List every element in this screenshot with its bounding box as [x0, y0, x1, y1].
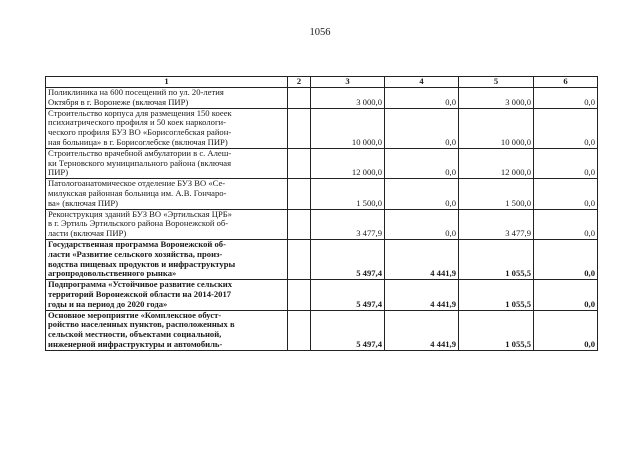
row-col-6-cell: 0,0	[534, 280, 598, 310]
table-row	[46, 179, 598, 209]
row-col-2-cell	[288, 88, 311, 109]
row-col-6-cell: 0,0	[534, 88, 598, 109]
row-col-6-cell: 0,0	[534, 209, 598, 239]
row-name-cell: Основное мероприятие «Комплексное обуст- ройство населенных пунктов, расположенных в сельской местности, объектами социальной, инженерной инфраструктуры и автомобиль-	[46, 310, 288, 350]
table-row	[46, 88, 598, 109]
row-col-4-cell: 0,0	[385, 209, 459, 239]
row-col-3-cell: 12 000,0	[311, 148, 385, 178]
row-col-6-cell: 0,0	[534, 310, 598, 350]
table-body	[46, 88, 598, 351]
page-number: 1056	[309, 27, 331, 38]
row-col-2-cell	[288, 310, 311, 350]
row-name-cell: Патологоанатомическое отделение БУЗ ВО «Се- милукская районная больница им. А.В. Гончаро- ва» (включая ПИР)	[46, 179, 288, 209]
row-col-2-cell	[288, 209, 311, 239]
row-name-cell: Поликлиника на 600 посещений по ул. 20-летия Октября в г. Воронеже (включая ПИР)	[46, 88, 288, 109]
header-row	[46, 77, 598, 88]
row-name-cell: Государственная программа Воронежской об- ласти «Развитие сельского хозяйства, произ- водства пищевых продуктов и инфраструктуры агропродовольственного рынка»	[46, 239, 288, 279]
header-col-5: 5	[459, 77, 534, 88]
row-col-4-cell: 4 441,9	[385, 310, 459, 350]
row-col-6-cell: 0,0	[534, 108, 598, 148]
header-col-4: 4	[385, 77, 459, 88]
row-col-5-cell: 12 000,0	[459, 148, 534, 178]
row-col-2-cell	[288, 179, 311, 209]
row-name-cell: Подпрограмма «Устойчивое развитие сельских территорий Воронежской области на 2014-2017 годы и на период до 2020 года»	[46, 280, 288, 310]
row-col-2-cell	[288, 108, 311, 148]
row-col-3-cell: 5 497,4	[311, 310, 385, 350]
row-col-4-cell: 0,0	[385, 148, 459, 178]
table-row	[46, 280, 598, 310]
row-col-5-cell: 10 000,0	[459, 108, 534, 148]
row-col-4-cell: 0,0	[385, 108, 459, 148]
row-col-2-cell	[288, 280, 311, 310]
table-row	[46, 310, 598, 350]
row-col-2-cell	[288, 239, 311, 279]
header-col-2: 2	[288, 77, 311, 88]
row-col-4-cell: 0,0	[385, 179, 459, 209]
row-col-5-cell: 1 055,5	[459, 310, 534, 350]
row-col-4-cell: 0,0	[385, 88, 459, 109]
row-col-6-cell: 0,0	[534, 179, 598, 209]
row-col-5-cell: 1 055,5	[459, 239, 534, 279]
table-row	[46, 209, 598, 239]
header-col-6: 6	[534, 77, 598, 88]
row-col-3-cell: 5 497,4	[311, 280, 385, 310]
budget-table	[45, 76, 598, 351]
row-col-5-cell: 3 000,0	[459, 88, 534, 109]
row-col-4-cell: 4 441,9	[385, 239, 459, 279]
row-name-cell: Строительство корпуса для размещения 150 коеек психиатрического профиля и 50 коек наркологи- ческого профиля БУЗ ВО «Борисоглебская район- ная больница» в г. Борисоглебске (включая ПИР)	[46, 108, 288, 148]
row-col-5-cell: 1 500,0	[459, 179, 534, 209]
header-col-1: 1	[46, 77, 288, 88]
row-col-5-cell: 3 477,9	[459, 209, 534, 239]
row-col-5-cell: 1 055,5	[459, 280, 534, 310]
table-row	[46, 108, 598, 148]
row-col-6-cell: 0,0	[534, 239, 598, 279]
table-row	[46, 148, 598, 178]
row-col-3-cell: 3 477,9	[311, 209, 385, 239]
row-col-3-cell: 5 497,4	[311, 239, 385, 279]
row-name-cell: Строительство врачебной амбулатории в с. Алеш- ки Терновского муниципального района (включая ПИР)	[46, 148, 288, 178]
row-col-3-cell: 10 000,0	[311, 108, 385, 148]
table-row	[46, 239, 598, 279]
header-col-3: 3	[311, 77, 385, 88]
row-col-3-cell: 3 000,0	[311, 88, 385, 109]
row-name-cell: Реконструкция зданий БУЗ ВО «Эртильская ЦРБ» в г. Эртиль Эртильского района Воронежской об- ласти (включая ПИР)	[46, 209, 288, 239]
row-col-2-cell	[288, 148, 311, 178]
row-col-3-cell: 1 500,0	[311, 179, 385, 209]
row-col-6-cell: 0,0	[534, 148, 598, 178]
row-col-4-cell: 4 441,9	[385, 280, 459, 310]
